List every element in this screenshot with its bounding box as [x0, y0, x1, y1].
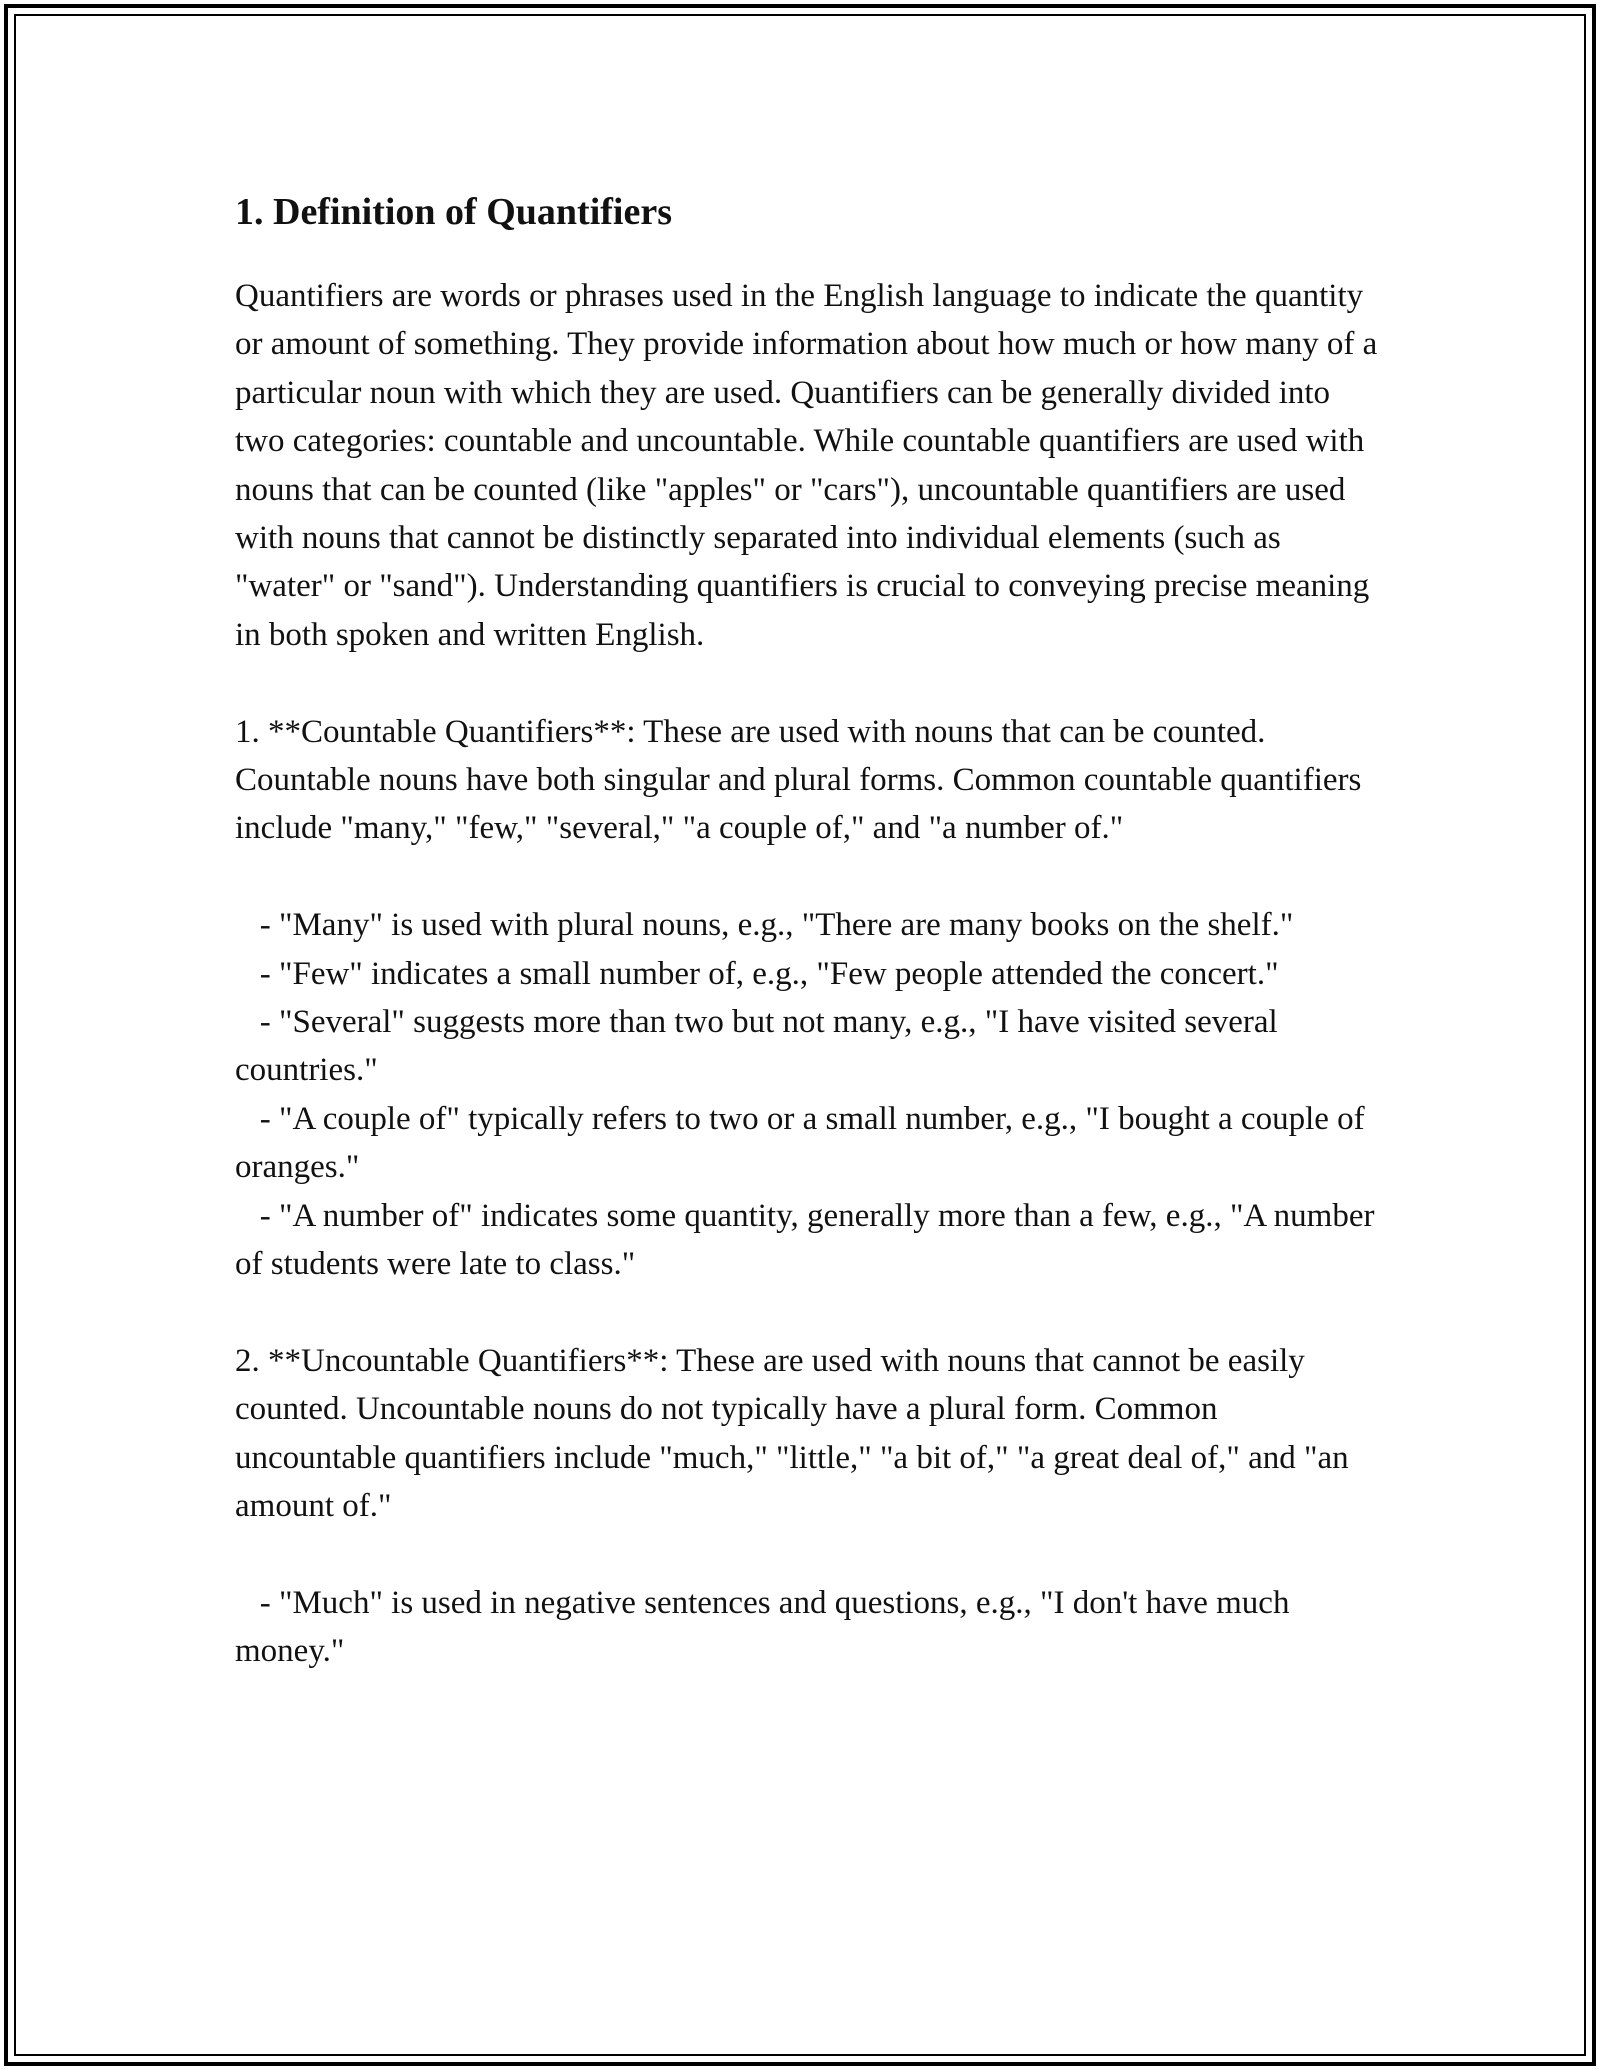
- uncountable-quantifiers-paragraph: 2. **Uncountable Quantifiers**: These are used with nouns that cannot be easily counted. Uncountable nouns do not typically have a plural form. Common uncountable quantifiers include "much," "little," "a bit of," "a great deal of," and "an amount of.": [235, 1342, 1357, 1525]
- list-item: - "Much" is used in negative sentences and questions, e.g., "I don't have much money.": [235, 1584, 1298, 1670]
- paragraph-gap: [235, 659, 1380, 707]
- list-item: - "A number of" indicates some quantity, generally more than a few, e.g., "A number of students were late to class.": [235, 1197, 1383, 1283]
- intro-paragraph: Quantifiers are words or phrases used in the English language to indicate the quantity or amount of something. They provide information about how much or how many of a particular noun with which they are used. Quantifiers can be generally divided into two categories: countable and uncountable. While countable quantifiers are used with nouns that can be counted (like "apples" or "cars"), uncountable quantifiers are used with nouns that cannot be distinctly separated into individual elements (such as "water" or "sand"). Understanding quantifiers is crucial to conveying precise meaning in both spoken and written English.: [235, 278, 1386, 653]
- paragraph-gap: [235, 1531, 1380, 1579]
- paragraph-gap: [235, 1289, 1380, 1337]
- document-body: [235, 186, 1386, 1676]
- list-item: - "Few" indicates a small number of, e.g., "Few people attended the concert.": [235, 955, 1279, 992]
- section-heading: 1. Definition of Quantifiers: [235, 191, 672, 233]
- list-item: - "Several" suggests more than two but not many, e.g., "I have visited several countries.": [235, 1004, 1286, 1089]
- paragraph-gap: [235, 853, 1380, 901]
- list-item: - "A couple of" typically refers to two or a small number, e.g., "I bought a couple of oranges.": [235, 1100, 1373, 1186]
- countable-quantifiers-paragraph: 1. **Countable Quantifiers**: These are used with nouns that can be counted. Countable nouns have both singular and plural forms. Common countable quantifiers include "many," "few," "several," "a couple of," and "a number of.": [235, 713, 1370, 847]
- list-item: - "Many" is used with plural nouns, e.g., "There are many books on the shelf.": [235, 907, 1294, 944]
